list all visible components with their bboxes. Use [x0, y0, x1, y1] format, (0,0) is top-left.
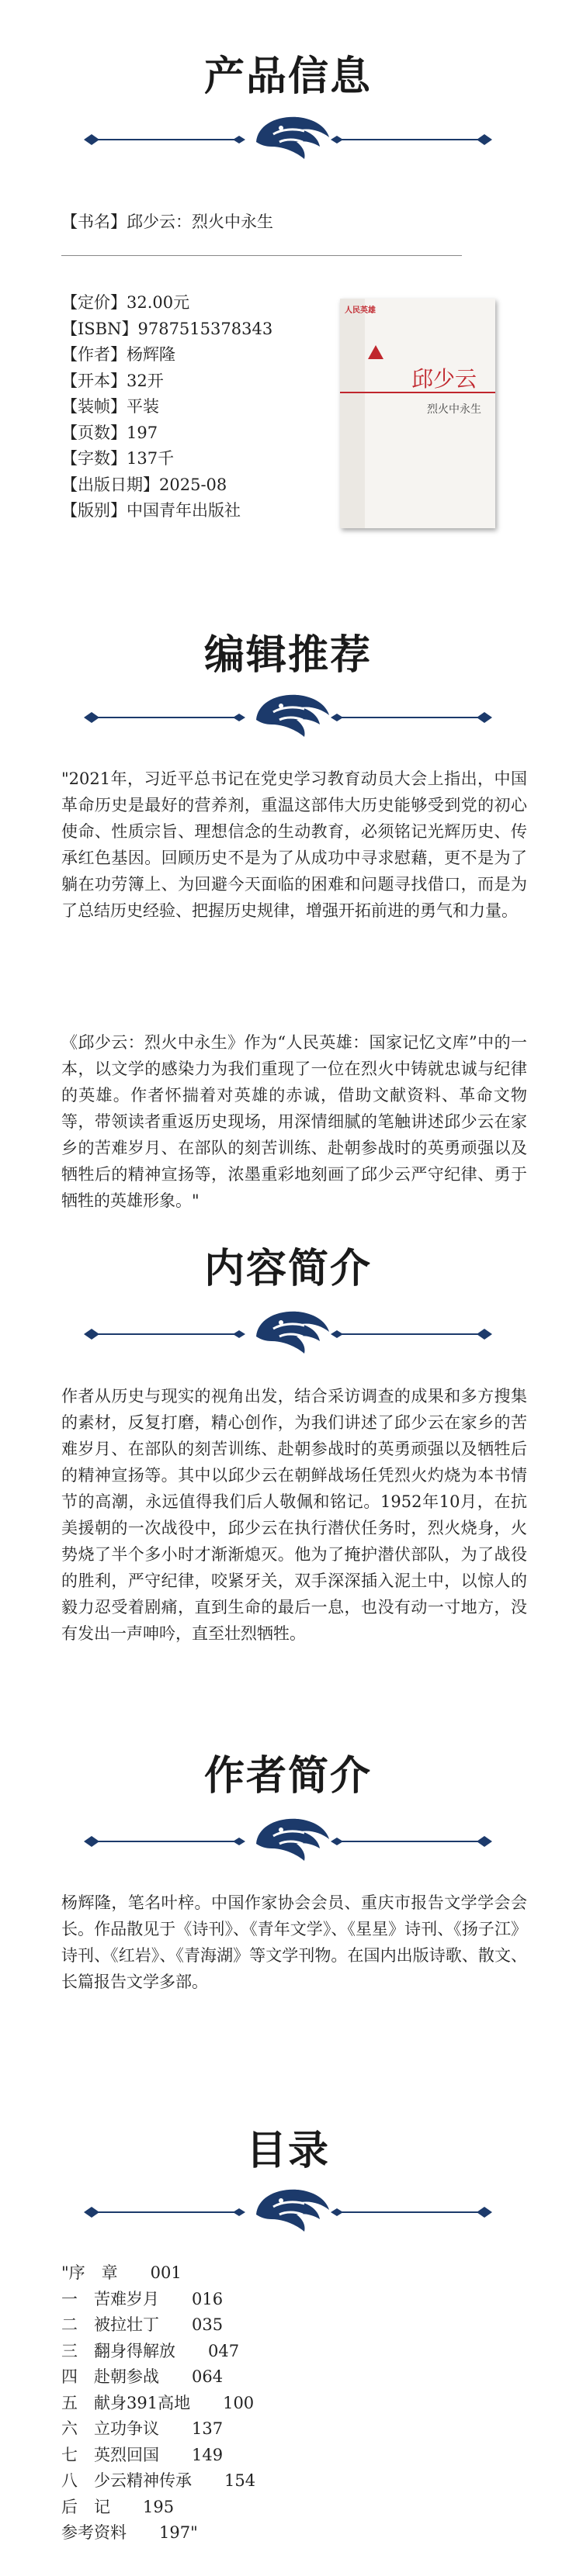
eagle-emblem-divider — [0, 1813, 576, 1867]
cover-red-line — [340, 392, 495, 393]
section-title-product-info: 产品信息 — [203, 53, 372, 100]
cover-spine — [340, 299, 365, 528]
editor-paragraph-1: "2021年，习近平总书记在党史学习教育动员大会上指出，中国革命历史是最好的营养剂，重温这部伟大历史能够受到党的初心使命、性质宗旨、理想信念的生动教育，必须铭记光辉历史、传承红色基因。回顾历史不是为了从成功中寻求慰藉，更不是为了躺在功劳簿上、为回避今天面临的困难和问题寻找借口，而是为了总结历史经验、把握历史规律，增强开拓前进的勇气和力量。 — [61, 769, 527, 920]
publish-date: 【出版日期】2025-08 — [61, 475, 227, 494]
cover-title: 邱少云 — [411, 366, 477, 392]
section-title-summary: 内容简介 — [203, 1245, 372, 1292]
section-title-author: 作者简介 — [203, 1752, 372, 1800]
isbn: 【ISBN】9787515378343 — [61, 320, 273, 338]
publisher: 【版别】中国青年出版社 — [61, 501, 241, 520]
book-name: 【书名】邱少云：烈火中永生 — [61, 213, 273, 231]
cover-emblem-icon — [368, 345, 383, 359]
eagle-emblem-divider — [0, 1305, 576, 1360]
info-divider — [61, 255, 462, 256]
eagle-emblem-divider — [0, 2184, 576, 2238]
toc-item: 四 赴朝参战 064 — [61, 2367, 224, 2386]
toc-item: 八 少云精神传承 154 — [61, 2471, 256, 2490]
binding: 【装帧】平装 — [61, 397, 159, 416]
toc-item: 一 苦难岁月 016 — [61, 2290, 224, 2308]
section-title-editor-rec: 编辑推荐 — [203, 631, 372, 679]
toc-item: 五 献身391高地 100 — [61, 2394, 255, 2412]
cover-subtitle: 烈火中永生 — [427, 403, 481, 416]
cover-series-logo: 人民英雄 — [345, 306, 376, 315]
summary-text: 作者从历史与现实的视角出发，结合采访调查的成果和多方搜集的素材，反复打磨，精心创作，为我们讲述了邱少云在家乡的苦难岁月、在部队的刻苦训练、赴朝参战时的英勇顽强以及牺牲后的精神宣扬等。其中以邱少云在朝鲜战场任凭烈火灼烧为本书情节的高潮，永远值得我们后人敬佩和铭记。1952年10月，在抗美援朝的一次战役中，邱少云在执行潜伏任务时，烈火烧身，火势烧了半个多小时才渐渐熄灭。他为了掩护潜伏部队，为了战役的胜利，严守纪律，咬紧牙关，双手深深插入泥土中，以惊人的毅力忍受着剧痛，直到生命的最后一息，也没有动一寸地方，没有发出一声呻吟，直至壮烈牺牲。 — [61, 1387, 527, 1643]
author-bio: 杨辉隆，笔名叶梓。中国作家协会会员、重庆市报告文学学会会长。作品散见于《诗刊》、《青年文学》、《星星》诗刊、《扬子江》诗刊、《红岩》、《青海湖》等文学刊物。在国内出版诗歌、散文、长篇报告文学多部。 — [61, 1893, 527, 1991]
section-title-toc: 目录 — [245, 2127, 330, 2174]
eagle-emblem-divider — [0, 689, 576, 743]
toc-item: 三 翻身得解放 047 — [61, 2342, 240, 2360]
eagle-emblem-divider — [0, 111, 576, 165]
toc-item: 参考资料 197" — [61, 2523, 198, 2542]
toc-item: 七 英烈回国 149 — [61, 2446, 224, 2464]
word-count: 【字数】137千 — [61, 449, 175, 468]
pages: 【页数】197 — [61, 424, 158, 442]
format: 【开本】32开 — [61, 372, 164, 390]
toc-item: "序 章 001 — [61, 2263, 182, 2282]
toc-item: 后 记 195 — [61, 2498, 175, 2516]
book-cover-image — [340, 299, 495, 528]
price: 【定价】32.00元 — [61, 293, 190, 312]
author-line: 【作者】杨辉隆 — [61, 345, 175, 364]
toc-item: 六 立功争议 137 — [61, 2419, 224, 2438]
editor-paragraph-2: 《邱少云：烈火中永生》作为“人民英雄：国家记忆文库”中的一本，以文学的感染力为我们重现了一位在烈火中铸就忠诚与纪律的英雄。作者怀揣着对英雄的赤诚，借助文献资料、革命文物等，带领读者重返历史现场，用深情细腻的笔触讲述邱少云在家乡的苦难岁月、在部队的刻苦训练、赴朝参战时的英勇顽强以及牺牲后的精神宣扬等，浓墨重彩地刻画了邱少云严守纪律、勇于牺牲的英雄形象。" — [61, 1033, 527, 1210]
toc-item: 二 被拉壮丁 035 — [61, 2315, 224, 2334]
